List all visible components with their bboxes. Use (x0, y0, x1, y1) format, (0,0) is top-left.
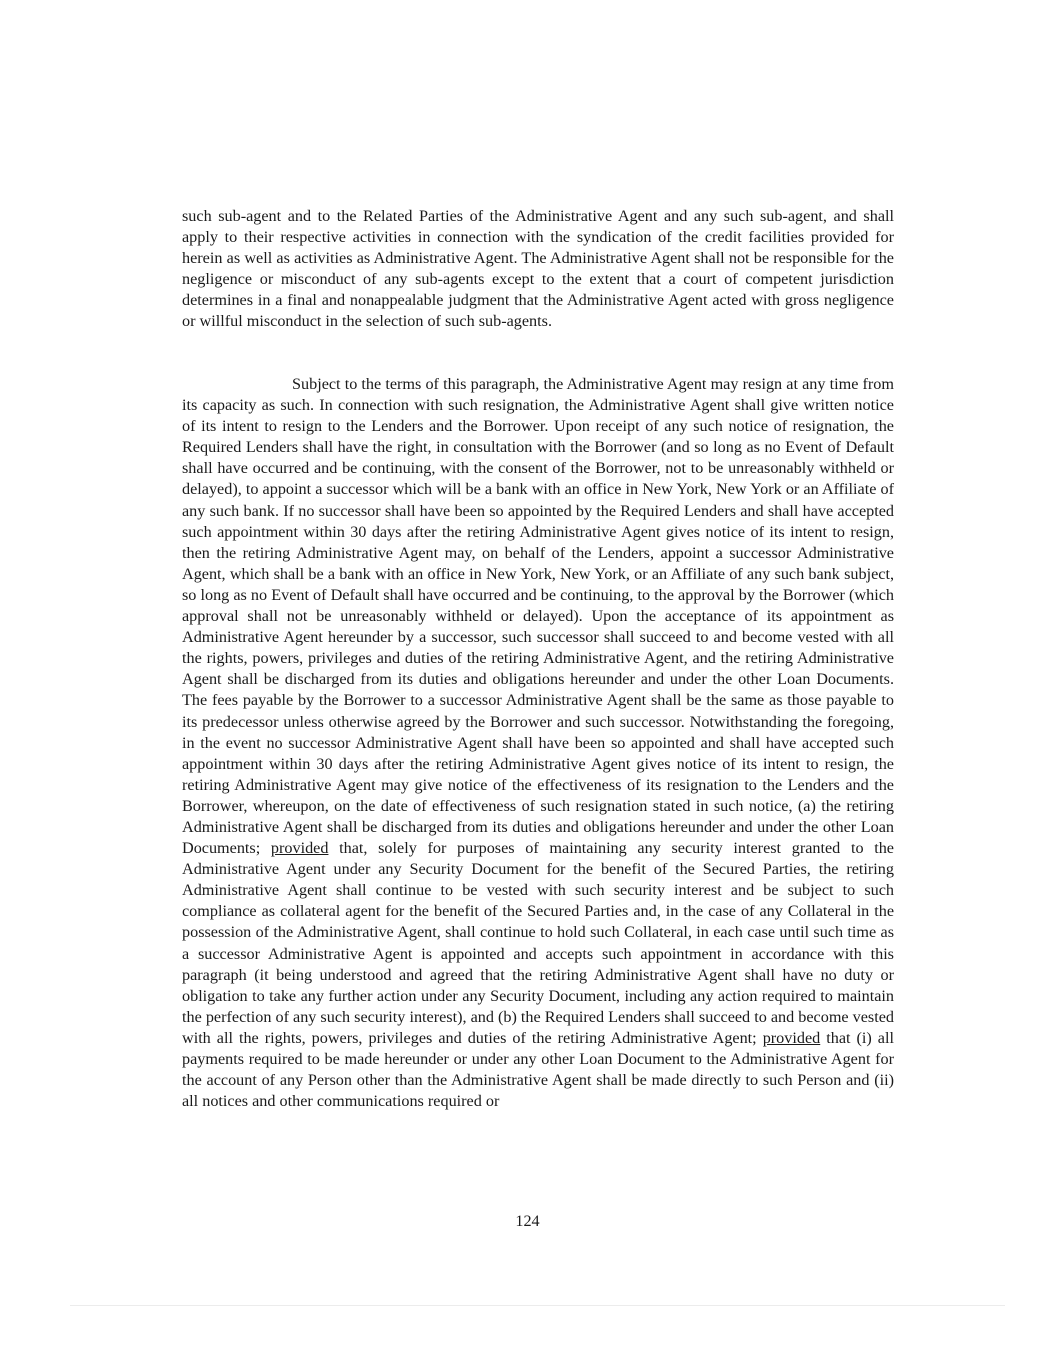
provided-term-2: provided (762, 1028, 821, 1047)
body-paragraph-2 (182, 374, 894, 1112)
paragraph-2-text-part-1: Subject to the terms of this paragraph, the Administrative Agent may resign at any time from its capacity as such. In connection with such resignation, the Administrative Agent shall give written notice of its intent to resign to the Lenders and the Borrower. Upon receipt of any such notice of resignation, the Required Lenders shall have the right, in consultation with the Borrower (and so long as no Event of Default shall have occurred and be continuing, with the consent of the Borrower, not to be unreasonably withheld or delayed), to appoint a successor which will be a bank with an office in New York, New York or an Affiliate of any such bank. If no successor shall have been so appointed by the Required Lenders and shall have accepted such appointment within 30 days after the retiring Administrative Agent gives notice of its intent to resign, then the retiring Administrative Agent may, on behalf of the Lenders, appoint a successor Administrative Agent, which shall be a bank with an office in New York, New York, or an Affiliate of any such bank subject, so long as no Event of Default shall have occurred and be continuing, to the approval by the Borrower (which approval shall not be unreasonably withheld or delayed). Upon the acceptance of its appointment as Administrative Agent hereunder by a successor, such successor shall succeed to and become vested with all the rights, powers, privileges and duties of the retiring Administrative Agent, and the retiring Administrative Agent shall be discharged from its duties and obligations hereunder and under the other Loan Documents. The fees payable by the Borrower to a successor Administrative Agent shall be the same as those payable to its predecessor unless otherwise agreed by the Borrower and such successor. Notwithstanding the foregoing, in the event no successor Administrative Agent shall have been so appointed and shall have accepted such appointment within 30 days after the retiring Administrative Agent gives notice of its intent to resign, the retiring Administrative Agent may give notice of the effectiveness of its resignation to the Lenders and the Borrower, whereupon, on the date of effectiveness of such resignation stated in such notice, (a) the retiring Administrative Agent shall be discharged from its duties and obligations hereunder and under the other Loan Documents; (182, 375, 894, 858)
body-paragraph-1: such sub-agent and to the Related Parties of the Administrative Agent and any such sub-agent, and shall apply to their respective activities in connection with the syndication of the credit facilities provided for herein as well as activities as Administrative Agent. The Administrative Agent shall not be responsible for the negligence or misconduct of any sub-agents except to the extent that a court of competent jurisdiction determines in a final and nonappealable judgment that the Administrative Agent acted with gross negligence or willful misconduct in the selection of such sub-agents. (182, 207, 894, 331)
paragraph-2-text-part-2: that, solely for purposes of maintaining any security interest granted to the Administrative Agent under any Security Document for the benefit of the Secured Parties, the retiring Administrative Agent shall continue to be vested with such security interest and be subject to such compliance as collateral agent for the benefit of the Secured Parties and, in the case of any Collateral in the possession of the Administrative Agent, shall continue to hold such Collateral, in each case until such time as a successor Administrative Agent is appointed and accepts such appointment in accordance with this paragraph (it being understood and agreed that the retiring Administrative Agent shall have no duty or obligation to take any further action under any Security Document, including any action required to maintain the perfection of any such security interest), and (b) the Required Lenders shall succeed to and become vested with all the rights, powers, privileges and duties of the retiring Administrative Agent; (182, 839, 894, 1047)
provided-term-1: provided (270, 839, 329, 858)
paragraph-2-text-part-3: that (i) all payments required to be made hereunder or under any other Loan Document to the Administrative Agent for the account of any Person other than the Administrative Agent shall be made directly to such Person and (ii) all notices and other communications required or (182, 1028, 894, 1111)
page-bottom-rule (70, 1305, 1005, 1306)
page-number: 124 (515, 1212, 540, 1230)
